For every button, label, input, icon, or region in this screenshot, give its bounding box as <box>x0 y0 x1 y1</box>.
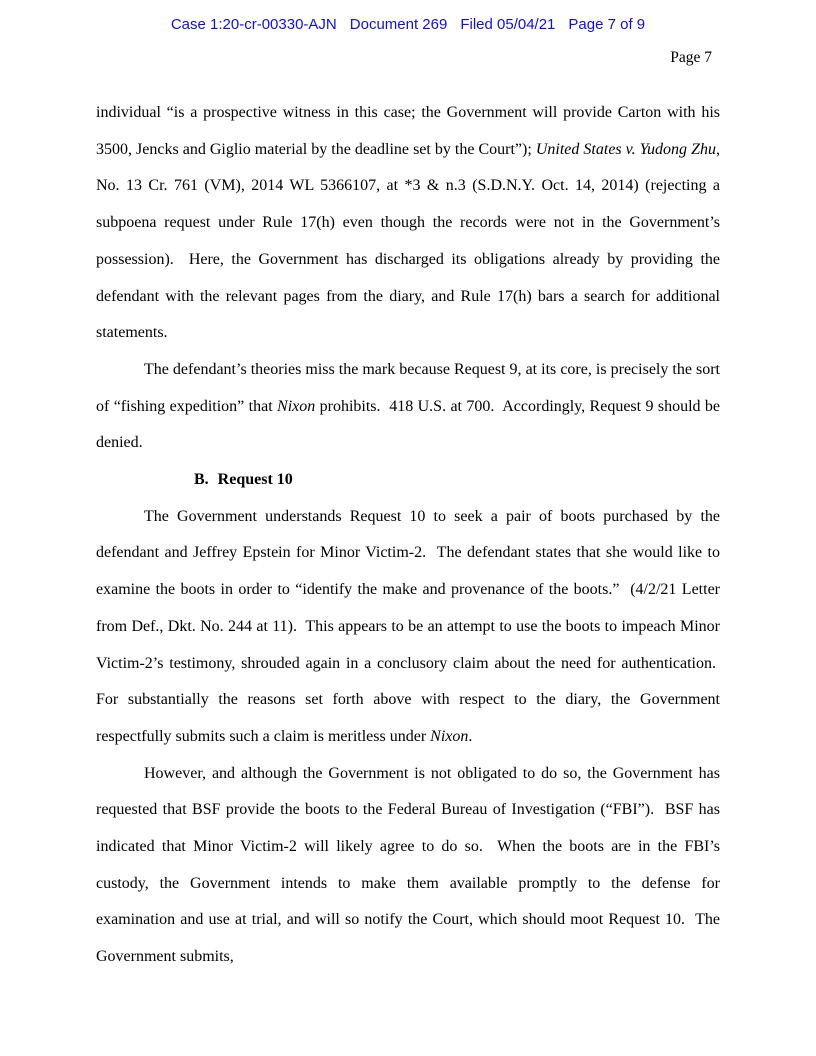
text-run: . <box>468 727 473 745</box>
page-number: Page 7 <box>670 49 712 66</box>
text-run: individual “is a prospective witness in this case; the Government will provide Carton with his 3500, Jencks and Giglio material by the deadline set by the Court”); <box>96 104 720 158</box>
text-run: However, and although the Government is not obligated to do so, the Government has requested that BSF provide the boots to the Federal Bureau of Investigation (“FBI”). BSF has indicated that Minor Victim-2 will likely agree to do so. When the boots are in the FBI’s custody, the Government intends to make them available promptly to the defense for examination and use at trial, and will so notify the Court, which should moot Request 10. The Government submits, <box>96 764 720 966</box>
text-run: prohibits. 418 U.S. at 700. Accordingly, Request 9 should be denied. <box>96 397 720 452</box>
body-paragraph <box>96 95 720 352</box>
body-paragraph <box>96 756 720 976</box>
text-run: The defendant’s theories miss the mark because Request 9, at its core, is precisely the sort of “fishing expedition” that <box>96 360 720 415</box>
stamp-filed-date: Filed 05/04/21 <box>460 16 556 33</box>
body-paragraph <box>96 352 720 462</box>
case-citation-italic: Nixon <box>277 397 316 415</box>
text-run: , No. 13 Cr. 761 (VM), 2014 WL 5366107, at *3 & n.3 (S.D.N.Y. Oct. 14, 2014) (rejecting a subpoena request under Rule 17(h) even though the records were not in the Government’s possession). Here, the Government has discharged its obligations already by providing the defendant with the relevant pages from the diary, and Rule 17(h) bars a search for additional statements. <box>96 140 720 342</box>
case-citation-italic: United States v. Yudong Zhu <box>535 140 716 158</box>
section-heading-label: B. <box>194 471 209 489</box>
stamp-case-number: Case 1:20-cr-00330-AJN <box>170 16 337 33</box>
section-heading <box>96 462 720 499</box>
stamp-document-number: Document 269 <box>349 16 448 33</box>
text-run: The Government understands Request 10 to seek a pair of boots purchased by the defendant and Jeffrey Epstein for Minor Victim-2. The defendant states that she would like to examine the boots in order to “identify the make and provenance of the boots.” (4/2/21 Letter from Def., Dkt. No. 244 at 11). This appears to be an attempt to use the boots to impeach Minor Victim-2’s testimony, shrouded again in a conclusory claim about the need for authentication. For substantially the reasons set forth above with respect to the diary, the Government respectfully submits such a claim is meritless under <box>96 507 720 745</box>
section-heading-text: Request 10 <box>217 471 293 489</box>
document-body <box>96 95 720 976</box>
case-citation-italic: Nixon <box>430 727 469 745</box>
stamp-page-count: Page 7 of 9 <box>568 16 646 33</box>
cmecf-stamp-header <box>0 16 816 33</box>
body-paragraph <box>96 499 720 756</box>
